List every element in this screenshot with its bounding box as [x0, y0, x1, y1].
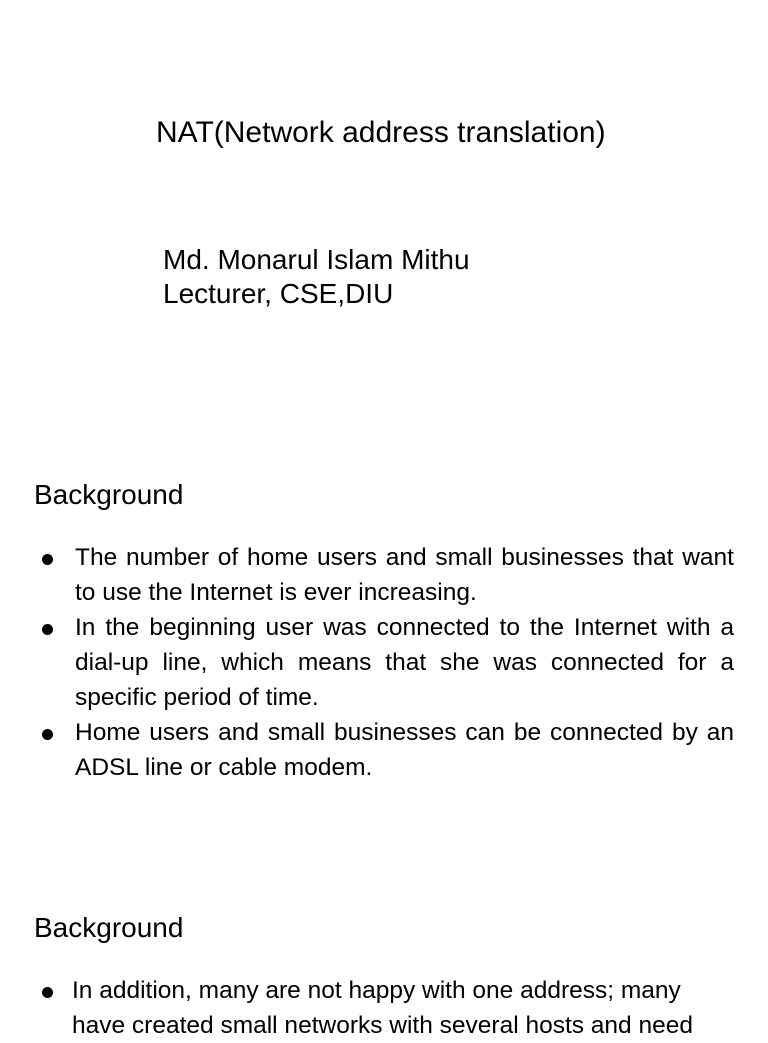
section-heading: Background	[34, 479, 184, 510]
list-item-text: In the beginning user was connected to the Internet with a dial-up line, which means that she was connected for a specific period of time.	[75, 614, 734, 711]
list-item-text: In addition, many are not happy with one address; many have created small networks with several hosts and need	[72, 977, 693, 1039]
background-section-1	[34, 478, 734, 785]
page-title: NAT(Network address translation)	[156, 116, 606, 149]
author-name: Md. Monarul Islam Mithu	[163, 244, 470, 275]
bullet-icon	[42, 987, 53, 998]
list-item-text: Home users and small businesses can be connected by an ADSL line or cable modem.	[75, 719, 734, 781]
section-heading: Background	[34, 912, 184, 943]
list-item-text: The number of home users and small businesses that want to use the Internet is ever increasing.	[75, 544, 734, 606]
bullet-icon	[42, 554, 53, 565]
author-block	[163, 243, 470, 311]
list-item	[34, 715, 734, 785]
bullet-icon	[42, 729, 53, 740]
bullet-list	[34, 540, 734, 785]
author-role: Lecturer, CSE,DIU	[163, 278, 394, 309]
bullet-icon	[42, 624, 53, 635]
list-item	[34, 610, 734, 715]
list-item	[34, 973, 734, 1043]
background-section-2	[34, 911, 734, 1043]
list-item	[34, 540, 734, 610]
bullet-list	[34, 973, 734, 1043]
